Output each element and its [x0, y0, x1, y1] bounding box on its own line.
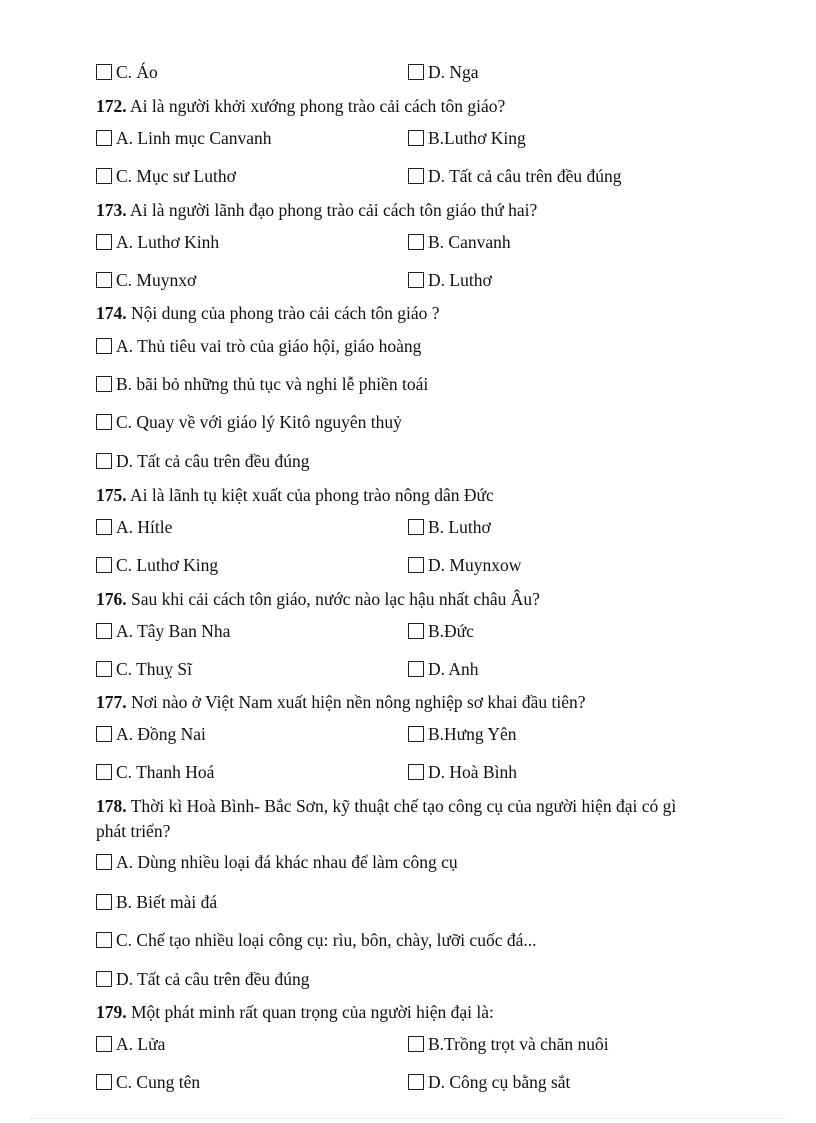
question-text	[96, 588, 768, 610]
checkbox[interactable]	[408, 168, 424, 184]
question-prompt: Sau khi cải cách tôn giáo, nước nào lạc hậu nhất châu Âu?	[126, 589, 540, 609]
checkbox[interactable]	[96, 894, 112, 910]
answer-row	[96, 968, 776, 990]
checkbox[interactable]	[408, 1036, 424, 1052]
question-number: 174.	[96, 303, 127, 323]
answer-row	[96, 851, 776, 873]
checkbox[interactable]	[96, 932, 112, 948]
answer-option[interactable]	[408, 127, 526, 149]
answer-option[interactable]	[408, 231, 511, 253]
question-number: 177.	[96, 692, 127, 712]
answer-option[interactable]	[408, 554, 521, 576]
option-label: D. Tất cả câu trên đều đúng	[428, 166, 622, 186]
option-label: C. Luthơ King	[116, 555, 219, 575]
question-prompt: Thời kì Hoà Bình- Bắc Sơn, kỹ thuật chế tạo công cụ của người hiện đại có gì	[126, 796, 677, 816]
option-label: D. Hoà Bình	[428, 762, 517, 782]
answer-row	[96, 231, 776, 253]
answer-option[interactable]	[96, 165, 236, 187]
answer-option[interactable]	[96, 516, 172, 538]
checkbox[interactable]	[96, 130, 112, 146]
option-label: D. Công cụ bằng sắt	[428, 1072, 571, 1092]
option-label: C. Muynxơ	[116, 270, 197, 290]
option-label: D. Anh	[428, 659, 479, 679]
option-label: C. Thuỵ Sĩ	[116, 659, 193, 679]
checkbox[interactable]	[96, 453, 112, 469]
checkbox[interactable]	[408, 519, 424, 535]
option-label: B.Luthơ King	[428, 128, 526, 148]
question-prompt: Ai là người khởi xướng phong trào cải cách tôn giáo?	[126, 96, 506, 116]
answer-row	[96, 127, 776, 149]
option-label: A. Linh mục Canvanh	[116, 128, 272, 148]
question-number: 178.	[96, 796, 127, 816]
answer-row	[96, 554, 776, 576]
question-number: 172.	[96, 96, 127, 116]
answer-row	[96, 723, 776, 745]
answer-option[interactable]	[96, 761, 214, 783]
option-label: C. Mục sư Luthơ	[116, 166, 236, 186]
question-number: 179.	[96, 1002, 127, 1022]
option-label: A. Lửa	[116, 1034, 166, 1054]
option-label: B.Hưng Yên	[428, 724, 517, 744]
answer-option[interactable]	[408, 61, 479, 83]
checkbox[interactable]	[96, 557, 112, 573]
checkbox[interactable]	[96, 414, 112, 430]
option-label: A. Thủ tiêu vai trò của giáo hội, giáo hoàng	[116, 336, 422, 356]
checkbox[interactable]	[408, 1074, 424, 1090]
checkbox[interactable]	[408, 64, 424, 80]
page-divider	[30, 1118, 786, 1119]
option-label: A. Luthơ Kinh	[116, 232, 220, 252]
answer-option[interactable]	[408, 269, 492, 291]
checkbox[interactable]	[96, 234, 112, 250]
checkbox[interactable]	[408, 234, 424, 250]
checkbox[interactable]	[96, 1036, 112, 1052]
checkbox[interactable]	[96, 272, 112, 288]
answer-option[interactable]	[96, 1033, 165, 1055]
checkbox[interactable]	[96, 726, 112, 742]
answer-option[interactable]	[408, 165, 622, 187]
answer-option[interactable]	[96, 658, 192, 680]
checkbox[interactable]	[408, 130, 424, 146]
question-text	[96, 1001, 768, 1023]
answer-row	[96, 450, 776, 472]
checkbox[interactable]	[408, 557, 424, 573]
checkbox[interactable]	[96, 661, 112, 677]
checkbox[interactable]	[96, 764, 112, 780]
question-text	[96, 95, 768, 117]
answer-row	[96, 1033, 776, 1055]
question-prompt: Nơi nào ở Việt Nam xuất hiện nền nông nghiệp sơ khai đầu tiên?	[126, 692, 586, 712]
answer-row	[96, 335, 776, 357]
answer-option[interactable]	[96, 127, 272, 149]
question-text	[96, 691, 768, 713]
question-text	[96, 794, 768, 844]
answer-option[interactable]	[96, 891, 217, 913]
checkbox[interactable]	[96, 64, 112, 80]
answer-option[interactable]	[96, 620, 230, 642]
answer-option[interactable]	[96, 231, 219, 253]
answer-option[interactable]	[408, 761, 517, 783]
answer-row	[96, 61, 776, 83]
answer-row	[96, 929, 776, 951]
answer-option[interactable]	[96, 335, 421, 357]
answer-row	[96, 761, 776, 783]
question-prompt: Ai là người lãnh đạo phong trào cải cách tôn giáo thứ hai?	[126, 200, 538, 220]
option-label: B. Biết mài đá	[116, 892, 218, 912]
option-label: D. Luthơ	[428, 270, 492, 290]
checkbox[interactable]	[96, 1074, 112, 1090]
option-label: C. Áo	[116, 62, 158, 82]
checkbox[interactable]	[96, 854, 112, 870]
checkbox[interactable]	[96, 168, 112, 184]
answer-option[interactable]	[408, 620, 474, 642]
answer-option[interactable]	[96, 61, 158, 83]
answer-row	[96, 165, 776, 187]
question-text	[96, 484, 768, 506]
answer-row	[96, 891, 776, 913]
option-label: C. Cung tên	[116, 1072, 201, 1092]
checkbox[interactable]	[96, 376, 112, 392]
option-label: D. Nga	[428, 62, 479, 82]
answer-option[interactable]	[96, 851, 458, 873]
checkbox[interactable]	[408, 272, 424, 288]
question-number: 176.	[96, 589, 127, 609]
checkbox[interactable]	[96, 623, 112, 639]
answer-row	[96, 269, 776, 291]
answer-option[interactable]	[96, 411, 402, 433]
option-label: C. Chế tạo nhiều loại công cụ: rìu, bôn, chày, lưỡi cuốc đá...	[116, 930, 537, 950]
answer-row	[96, 516, 776, 538]
option-label: A. Tây Ban Nha	[116, 621, 231, 641]
question-text	[96, 302, 768, 324]
option-label: B. bãi bỏ những thủ tục và nghi lễ phiền toái	[116, 374, 429, 394]
checkbox[interactable]	[408, 623, 424, 639]
answer-option[interactable]	[96, 269, 196, 291]
answer-option[interactable]	[96, 968, 310, 990]
option-label: B.Đức	[428, 621, 474, 641]
checkbox[interactable]	[408, 661, 424, 677]
question-number: 173.	[96, 200, 127, 220]
option-label: D. Tất cả câu trên đều đúng	[116, 969, 310, 989]
checkbox[interactable]	[96, 338, 112, 354]
answer-option[interactable]	[408, 1071, 570, 1093]
question-prompt-continued: phát triển?	[96, 821, 171, 841]
option-label: A. Dùng nhiều loại đá khác nhau để làm công cụ	[116, 852, 458, 872]
checkbox[interactable]	[96, 519, 112, 535]
option-label: D. Tất cả câu trên đều đúng	[116, 451, 310, 471]
question-prompt: Một phát minh rất quan trọng của người hiện đại là:	[126, 1002, 494, 1022]
answer-option[interactable]	[96, 450, 310, 472]
question-number: 175.	[96, 485, 127, 505]
question-prompt: Ai là lãnh tụ kiệt xuất của phong trào nông dân Đức	[126, 485, 494, 505]
checkbox[interactable]	[408, 764, 424, 780]
answer-option[interactable]	[96, 723, 206, 745]
answer-option[interactable]	[408, 1033, 609, 1055]
answer-option[interactable]	[96, 373, 428, 395]
answer-option[interactable]	[96, 929, 537, 951]
answer-row	[96, 658, 776, 680]
answer-option[interactable]	[408, 516, 491, 538]
option-label: D. Muynxow	[428, 555, 522, 575]
answer-option[interactable]	[96, 1071, 200, 1093]
answer-option[interactable]	[408, 658, 479, 680]
checkbox[interactable]	[408, 726, 424, 742]
option-label: B. Canvanh	[428, 232, 511, 252]
answer-row	[96, 411, 776, 433]
answer-row	[96, 620, 776, 642]
option-label: A. Hítle	[116, 517, 173, 537]
option-label: B.Trồng trọt và chăn nuôi	[428, 1034, 609, 1054]
option-label: C. Thanh Hoá	[116, 762, 215, 782]
question-prompt: Nội dung của phong trào cải cách tôn giáo ?	[126, 303, 440, 323]
answer-row	[96, 373, 776, 395]
option-label: B. Luthơ	[428, 517, 491, 537]
question-text	[96, 199, 768, 221]
option-label: C. Quay về với giáo lý Kitô nguyên thuỷ	[116, 412, 402, 432]
option-label: A. Đồng Nai	[116, 724, 206, 744]
answer-option[interactable]	[96, 554, 218, 576]
answer-row	[96, 1071, 776, 1093]
checkbox[interactable]	[96, 971, 112, 987]
answer-option[interactable]	[408, 723, 517, 745]
